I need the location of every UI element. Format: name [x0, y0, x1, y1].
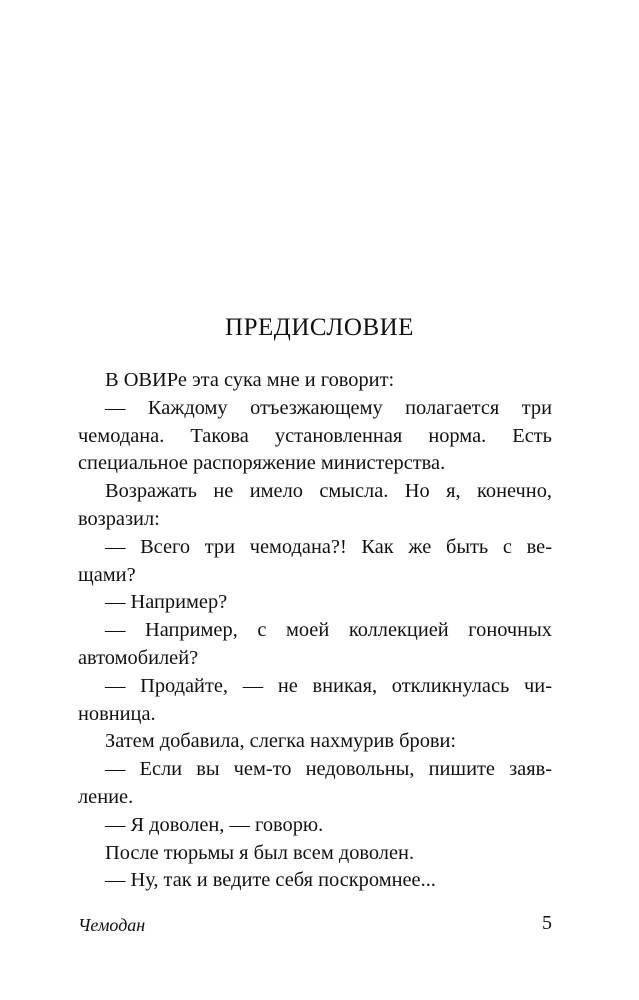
text-line: автомобилей? [78, 646, 199, 669]
text-line: — Например? [105, 591, 228, 614]
page-number: 5 [542, 912, 552, 934]
text-line: — Например, с моей коллекцией гоночных [105, 619, 552, 642]
text-line: После тюрьмы я был всем доволен. [105, 841, 415, 864]
text-line: новница. [78, 702, 156, 725]
text-line: — Всего три чемодана?! Как же быть с ве- [105, 535, 552, 558]
text-line: — Продайте, — не вникая, откликнулась чи- [105, 674, 552, 697]
body-text [78, 367, 552, 895]
text-line: чемодана. Такова установленная норма. Есть [78, 424, 552, 447]
text-line: возразил: [78, 507, 160, 530]
text-line: — Ну, так и ведите себя поскромнее... [105, 869, 436, 892]
text-line: Возражать не имело смысла. Но я, конечно, [105, 480, 552, 503]
text-line: специальное распоряжение министерства. [78, 452, 446, 475]
text-line: Затем добавила, слегка нахмурив брови: [105, 730, 457, 753]
footer-book-title: Чемодан [78, 915, 146, 935]
text-line: щами? [78, 563, 136, 586]
text-line: — Я доволен, — говорю. [105, 813, 324, 836]
text-line: ление. [78, 785, 134, 808]
text-line: В ОВИРе эта сука мне и говорит: [105, 369, 395, 391]
page-title: ПРЕДИСЛОВИЕ [225, 314, 414, 341]
text-line: — Если вы чем-то недовольны, пишите заяв- [105, 758, 552, 781]
text-line: — Каждому отъезжающему полагается три [105, 396, 552, 419]
